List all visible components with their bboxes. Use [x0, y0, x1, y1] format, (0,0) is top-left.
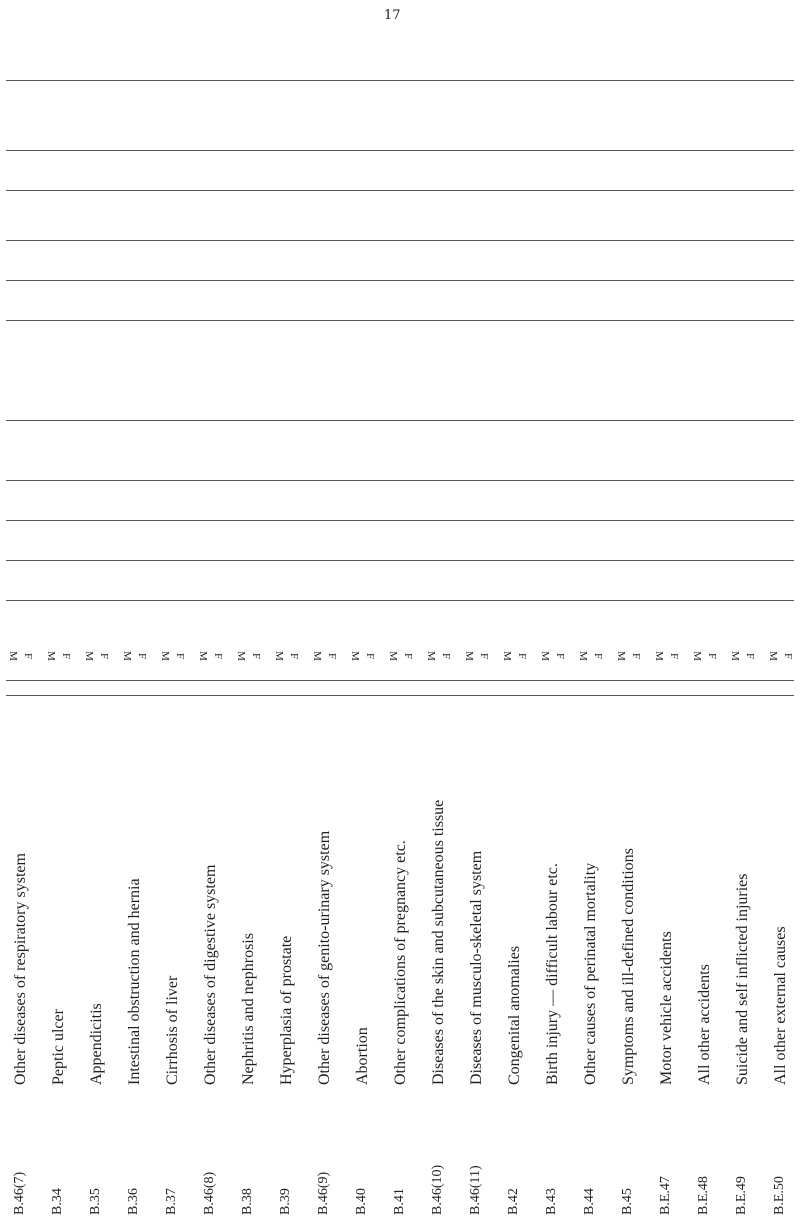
row-cause: Nephritis and nephrosis [240, 933, 257, 1085]
sex-label: M [462, 651, 475, 661]
table-row [426, 700, 460, 1215]
sex-label: M [234, 651, 247, 661]
sex-label: F [478, 652, 491, 660]
row-code: B.E.50 [772, 1176, 787, 1215]
sex-label: F [364, 652, 377, 660]
sex-label: F [250, 652, 263, 660]
table-row [502, 700, 536, 1215]
sex-label: F [98, 652, 111, 660]
sex-label: M [272, 651, 285, 661]
sex-label: M [82, 651, 95, 661]
sex-label: M [652, 651, 665, 661]
table-rule [6, 600, 794, 601]
page-number: 17 [384, 8, 401, 23]
row-code: B.46(9) [316, 1171, 331, 1215]
row-code: B.46(11) [468, 1165, 483, 1215]
table-row [198, 700, 232, 1215]
table-rule [6, 80, 794, 81]
row-cause: Congenital anomalies [506, 945, 523, 1085]
table-row [578, 700, 612, 1215]
sex-label: F [174, 652, 187, 660]
sex-label: M [120, 651, 133, 661]
sex-label: M [576, 651, 589, 661]
row-cause: Birth injury — difficult labour etc. [544, 863, 561, 1085]
sex-label: M [310, 651, 323, 661]
table-row [730, 700, 764, 1215]
sex-label: M [500, 651, 513, 661]
sex-label: M [348, 651, 361, 661]
row-cause: Other diseases of genito-urinary system [316, 830, 333, 1085]
sex-label: F [744, 652, 757, 660]
table-row [274, 700, 308, 1215]
sex-label: M [6, 651, 19, 661]
row-code: B.34 [50, 1188, 65, 1215]
sex-label: F [60, 652, 73, 660]
table-row [160, 700, 194, 1215]
sex-label: F [782, 652, 795, 660]
row-cause: Cirrhosis of liver [164, 975, 181, 1085]
row-cause: Other complications of pregnancy etc. [392, 840, 409, 1085]
table-rule [6, 420, 794, 421]
row-code: B.42 [506, 1188, 521, 1215]
table-row [8, 700, 42, 1215]
row-cause: All other accidents [696, 964, 713, 1085]
row-cause: Other causes of perinatal mortality [582, 862, 599, 1085]
sex-label: M [766, 651, 779, 661]
sex-label: F [516, 652, 529, 660]
row-code: B.41 [392, 1188, 407, 1215]
row-cause: Other diseases of respiratory system [12, 853, 29, 1085]
row-code: B.38 [240, 1188, 255, 1215]
sex-label: M [728, 651, 741, 661]
sex-label: M [44, 651, 57, 661]
sex-label: M [538, 651, 551, 661]
row-code: B.46(8) [202, 1171, 217, 1215]
row-code: B.E.49 [734, 1176, 749, 1215]
row-code: B.46(10) [430, 1164, 445, 1215]
table-rule [6, 320, 794, 321]
table-rule [6, 280, 794, 281]
sex-label: F [288, 652, 301, 660]
table-rule [6, 520, 794, 521]
sex-label: F [136, 652, 149, 660]
table-rule [6, 695, 794, 696]
row-cause: Abortion [354, 1027, 371, 1085]
table-rule [6, 190, 794, 191]
table-row [616, 700, 650, 1215]
table-row [464, 700, 498, 1215]
sex-label: F [554, 652, 567, 660]
table-row [312, 700, 346, 1215]
sex-label: M [424, 651, 437, 661]
sex-label: F [212, 652, 225, 660]
row-code: B.44 [582, 1188, 597, 1215]
sex-label: F [668, 652, 681, 660]
row-code: B.35 [88, 1188, 103, 1215]
row-code: B.45 [620, 1188, 635, 1215]
row-cause: Suicide and self inflicted injuries [734, 873, 751, 1085]
row-cause: Motor vehicle accidents [658, 931, 675, 1085]
table-rule [6, 560, 794, 561]
table-row [768, 700, 800, 1215]
table-rule [6, 680, 794, 681]
row-cause: Peptic ulcer [50, 1009, 67, 1085]
table-row [388, 700, 422, 1215]
row-code: B.E.48 [696, 1176, 711, 1215]
table-row [236, 700, 270, 1215]
sex-label: F [22, 652, 35, 660]
sex-label: M [386, 651, 399, 661]
table-row [122, 700, 156, 1215]
table-rule [6, 240, 794, 241]
row-code: B.40 [354, 1188, 369, 1215]
row-cause: All other external causes [772, 926, 789, 1085]
row-cause: Intestinal obstruction and hernia [126, 878, 143, 1085]
row-code: B.E.47 [658, 1176, 673, 1215]
table-row [540, 700, 574, 1215]
row-cause: Diseases of the skin and subcutaneous tissue [430, 799, 447, 1085]
sex-label: F [706, 652, 719, 660]
sex-label: M [690, 651, 703, 661]
row-cause: Symptoms and ill-defined conditions [620, 848, 637, 1085]
table-row [692, 700, 726, 1215]
row-cause: Hyperplasia of prostate [278, 935, 295, 1085]
sex-label: F [402, 652, 415, 660]
row-code: B.46(7) [12, 1171, 27, 1215]
row-code: B.43 [544, 1188, 559, 1215]
sex-label: M [158, 651, 171, 661]
table-row [350, 700, 384, 1215]
table-rule [6, 150, 794, 151]
sex-label: M [196, 651, 209, 661]
row-cause: Appendicitis [88, 1003, 105, 1085]
row-cause: Other diseases of digestive system [202, 864, 219, 1085]
sex-label: F [440, 652, 453, 660]
table-row [84, 700, 118, 1215]
row-cause: Diseases of musculo-skeletal system [468, 850, 485, 1085]
sex-label: F [326, 652, 339, 660]
sex-label: F [592, 652, 605, 660]
table-row [654, 700, 688, 1215]
row-code: B.39 [278, 1188, 293, 1215]
row-code: B.37 [164, 1188, 179, 1215]
sex-label: F [630, 652, 643, 660]
row-code: B.36 [126, 1188, 141, 1215]
table-row [46, 700, 80, 1215]
table-rule [6, 480, 794, 481]
sex-label: M [614, 651, 627, 661]
